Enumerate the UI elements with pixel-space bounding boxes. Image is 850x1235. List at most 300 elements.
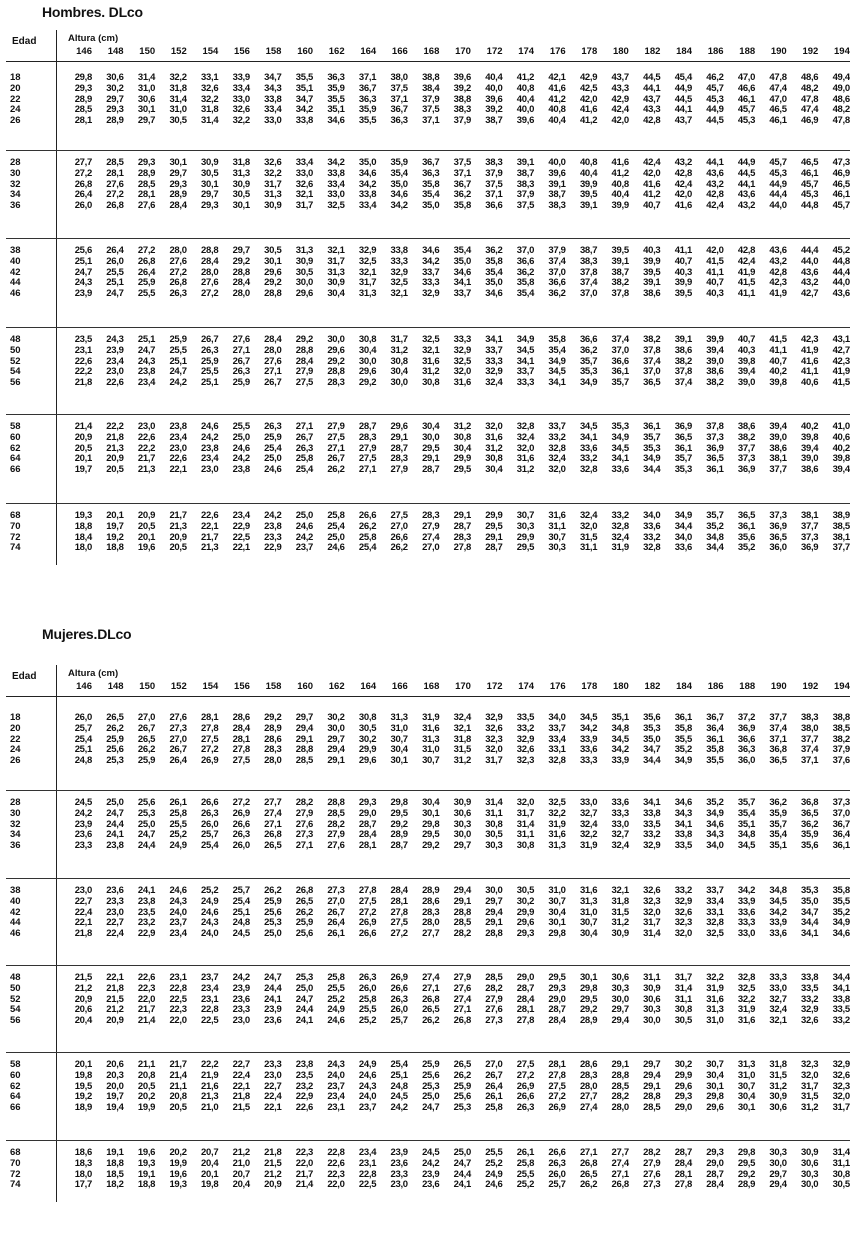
value-cell: 26,1 xyxy=(327,928,345,940)
value-cells xyxy=(62,168,850,179)
value-cell: 24,6 xyxy=(358,1069,377,1081)
value-cell: 40,2 xyxy=(832,442,850,454)
value-cell: 34,0 xyxy=(548,712,566,723)
value-cell: 37,6 xyxy=(832,755,850,767)
value-cell: 31,2 xyxy=(422,366,440,378)
value-cell: 28,8 xyxy=(611,1069,629,1081)
table-row xyxy=(6,1070,850,1081)
table-row xyxy=(6,928,850,939)
value-cell: 32,7 xyxy=(579,807,598,819)
value-cell: 25,5 xyxy=(106,266,124,278)
value-cell: 45,7 xyxy=(706,82,724,94)
value-cell: 22,8 xyxy=(327,1147,345,1158)
value-cell: 32,9 xyxy=(390,266,408,278)
value-cell: 32,6 xyxy=(264,157,282,168)
value-cell: 25,0 xyxy=(264,928,282,940)
value-cell: 30,0 xyxy=(327,722,345,734)
table-row xyxy=(6,885,850,896)
table-row xyxy=(6,797,850,808)
value-cell: 33,0 xyxy=(737,928,756,940)
value-cell: 32,9 xyxy=(485,366,503,378)
table-row xyxy=(6,994,850,1005)
value-cell: 33,3 xyxy=(769,972,787,983)
value-cell: 38,1 xyxy=(832,531,850,543)
value-cell: 37,5 xyxy=(485,178,503,190)
age-cell: 54 xyxy=(10,366,21,378)
value-cell: 33,6 xyxy=(674,542,692,554)
value-cells xyxy=(62,1147,850,1158)
value-cell: 25,5 xyxy=(169,344,187,356)
dlco-table xyxy=(6,30,850,600)
value-cell: 28,2 xyxy=(327,818,345,830)
value-cell: 44,1 xyxy=(737,178,756,190)
value-cell: 35,1 xyxy=(327,104,345,116)
value-cell: 30,7 xyxy=(390,733,408,745)
value-cell: 19,3 xyxy=(137,1157,156,1169)
value-cell: 38,7 xyxy=(611,266,629,278)
value-cell: 38,6 xyxy=(769,442,787,454)
value-cell: 27,2 xyxy=(169,266,187,278)
age-cell: 46 xyxy=(10,288,21,300)
value-cell: 21,2 xyxy=(74,982,92,994)
value-cell: 29,5 xyxy=(516,542,535,554)
value-cell: 37,1 xyxy=(422,115,440,127)
value-cell: 35,4 xyxy=(737,807,756,819)
value-cell: 26,7 xyxy=(295,431,314,443)
table-row xyxy=(6,734,850,745)
value-cell: 31,1 xyxy=(548,520,566,532)
value-cell: 43,1 xyxy=(832,334,850,345)
value-cell: 27,9 xyxy=(390,464,408,476)
value-cell: 22,6 xyxy=(169,453,187,465)
value-cell: 29,0 xyxy=(674,1102,692,1114)
value-cell: 35,2 xyxy=(674,744,692,756)
value-cell: 25,1 xyxy=(169,355,187,367)
table-row xyxy=(6,1004,850,1015)
value-cell: 30,7 xyxy=(548,531,566,543)
value-cell: 32,5 xyxy=(358,255,377,267)
value-cell: 33,8 xyxy=(801,972,819,983)
value-cell: 24,2 xyxy=(232,972,250,983)
value-cells xyxy=(62,421,850,432)
value-cell: 35,8 xyxy=(422,178,440,190)
value-cell: 27,6 xyxy=(169,712,187,723)
value-cell: 36,5 xyxy=(769,531,787,543)
value-cell: 39,8 xyxy=(832,453,850,465)
value-cell: 32,0 xyxy=(485,744,503,756)
value-cell: 27,8 xyxy=(516,1015,535,1027)
value-cell: 37,8 xyxy=(706,421,724,432)
value-cell: 32,6 xyxy=(832,1069,850,1081)
value-cell: 38,6 xyxy=(706,366,724,378)
value-cell: 23,4 xyxy=(201,982,219,994)
value-cell: 23,6 xyxy=(74,829,92,841)
value-cell: 30,3 xyxy=(516,520,535,532)
value-cell: 28,4 xyxy=(674,1157,692,1169)
value-cell: 28,5 xyxy=(453,917,471,929)
value-cell: 31,0 xyxy=(390,722,408,734)
value-cell: 31,7 xyxy=(832,1102,850,1114)
value-cell: 20,9 xyxy=(169,531,187,543)
value-cell: 27,1 xyxy=(453,1004,471,1016)
value-cell: 33,9 xyxy=(579,733,598,745)
value-cell: 24,9 xyxy=(485,1168,503,1180)
height-header: 188 xyxy=(739,46,756,57)
value-cell: 26,9 xyxy=(390,972,408,983)
value-cell: 18,4 xyxy=(74,531,92,543)
value-cell: 26,5 xyxy=(264,840,282,852)
value-cell: 36,5 xyxy=(674,431,692,443)
height-header: 158 xyxy=(265,681,282,692)
value-cell: 35,0 xyxy=(643,733,661,745)
value-cell: 26,0 xyxy=(74,712,92,723)
age-cell: 34 xyxy=(10,189,21,201)
age-cell: 72 xyxy=(10,1168,21,1180)
value-cell: 30,9 xyxy=(611,928,629,940)
value-cell: 32,6 xyxy=(201,82,219,94)
value-cell: 43,2 xyxy=(801,277,819,289)
value-cell: 30,2 xyxy=(358,733,377,745)
value-cell: 44,0 xyxy=(832,277,850,289)
value-cell: 33,5 xyxy=(516,712,535,723)
value-cell: 42,8 xyxy=(737,245,756,256)
value-cell: 35,7 xyxy=(643,431,661,443)
value-cell: 26,6 xyxy=(390,982,408,994)
value-cell: 27,6 xyxy=(201,277,219,289)
value-cell: 27,6 xyxy=(485,1004,503,1016)
height-header: 190 xyxy=(770,46,787,57)
value-cell: 36,9 xyxy=(737,722,756,734)
value-cell: 29,7 xyxy=(485,895,503,907)
value-cells xyxy=(62,896,850,907)
value-cell: 35,8 xyxy=(832,885,850,896)
height-header: 148 xyxy=(107,46,124,57)
value-cell: 27,9 xyxy=(422,520,440,532)
value-cell: 28,8 xyxy=(453,906,471,918)
value-cell: 35,4 xyxy=(548,344,566,356)
value-cell: 28,3 xyxy=(422,510,440,521)
value-cell: 30,3 xyxy=(611,982,629,994)
value-cell: 30,4 xyxy=(706,1069,724,1081)
value-cell: 20,5 xyxy=(106,464,124,476)
value-cell: 31,3 xyxy=(295,245,314,256)
value-cell: 33,3 xyxy=(737,917,756,929)
height-header: 152 xyxy=(170,46,187,57)
value-cell: 33,3 xyxy=(579,755,598,767)
value-cell: 28,1 xyxy=(232,733,250,745)
value-cell: 30,7 xyxy=(422,755,440,767)
value-cell: 25,5 xyxy=(516,1168,535,1180)
value-cell: 43,7 xyxy=(674,115,692,127)
table-row xyxy=(6,917,850,928)
value-cell: 30,8 xyxy=(674,1004,692,1016)
value-cell: 27,2 xyxy=(516,1069,535,1081)
value-cell: 23,9 xyxy=(390,1147,408,1158)
value-cell: 40,8 xyxy=(516,82,535,94)
value-cell: 18,8 xyxy=(137,1179,156,1191)
value-cell: 33,2 xyxy=(643,531,661,543)
value-cell: 46,5 xyxy=(832,178,850,190)
value-cell: 33,1 xyxy=(548,744,566,756)
value-cell: 30,0 xyxy=(422,431,440,443)
group-divider xyxy=(6,327,850,328)
value-cell: 49,0 xyxy=(832,82,850,94)
value-cell: 31,3 xyxy=(422,733,440,745)
value-cell: 34,5 xyxy=(611,733,629,745)
value-cell: 32,9 xyxy=(516,733,535,745)
value-cell: 31,4 xyxy=(832,1147,850,1158)
age-cell: 44 xyxy=(10,277,21,289)
value-cell: 22,8 xyxy=(201,1004,219,1016)
value-cell: 24,4 xyxy=(295,1004,314,1016)
value-cell: 33,6 xyxy=(579,744,598,756)
value-cell: 21,8 xyxy=(74,928,92,940)
value-cell: 46,1 xyxy=(801,167,819,179)
age-cell: 52 xyxy=(10,355,21,367)
value-cell: 23,3 xyxy=(74,840,92,852)
value-cell: 30,1 xyxy=(137,104,156,116)
value-cell: 30,7 xyxy=(548,895,566,907)
value-cells xyxy=(62,983,850,994)
value-cell: 30,1 xyxy=(422,807,440,819)
age-cell: 66 xyxy=(10,1102,21,1114)
value-cell: 21,4 xyxy=(74,421,92,432)
height-header: 174 xyxy=(518,46,535,57)
value-cell: 26,4 xyxy=(137,266,156,278)
height-header: 192 xyxy=(802,46,819,57)
value-cell: 24,7 xyxy=(169,366,187,378)
value-cells xyxy=(62,1015,850,1026)
value-cell: 26,0 xyxy=(358,982,377,994)
value-cell: 35,2 xyxy=(737,542,756,554)
value-cell: 23,3 xyxy=(390,1168,408,1180)
value-cell: 37,4 xyxy=(769,722,787,734)
value-cell: 22,0 xyxy=(169,1015,187,1027)
value-cell: 38,0 xyxy=(390,72,408,83)
value-cell: 39,6 xyxy=(548,167,566,179)
value-cell: 37,3 xyxy=(706,431,724,443)
value-cell: 23,0 xyxy=(264,1069,282,1081)
value-cell: 23,3 xyxy=(106,895,124,907)
value-cell: 36,6 xyxy=(579,334,598,345)
column-header-edad: Edad xyxy=(12,671,37,682)
value-cell: 39,4 xyxy=(801,442,819,454)
value-cell: 34,9 xyxy=(548,355,566,367)
group-divider xyxy=(6,1052,850,1053)
age-cell: 36 xyxy=(10,200,21,212)
value-cell: 25,9 xyxy=(201,355,219,367)
age-cell: 44 xyxy=(10,917,21,929)
value-cells xyxy=(62,744,850,755)
value-cell: 26,6 xyxy=(201,797,219,808)
value-cell: 26,4 xyxy=(106,245,124,256)
age-cell: 20 xyxy=(10,82,21,94)
value-cells xyxy=(62,808,850,819)
value-cell: 25,9 xyxy=(106,733,124,745)
value-cell: 22,6 xyxy=(106,377,124,389)
value-cell: 29,2 xyxy=(358,377,377,389)
value-cell: 22,9 xyxy=(232,520,250,532)
age-cell: 58 xyxy=(10,421,21,432)
value-cell: 24,4 xyxy=(453,1168,471,1180)
value-cell: 24,6 xyxy=(169,885,187,896)
value-cell: 30,2 xyxy=(327,712,345,723)
value-cell: 23,1 xyxy=(169,972,187,983)
value-cell: 29,2 xyxy=(295,334,314,345)
value-cell: 20,9 xyxy=(264,1179,282,1191)
value-cell: 30,5 xyxy=(201,167,219,179)
value-cell: 25,8 xyxy=(358,531,377,543)
value-cell: 28,1 xyxy=(390,895,408,907)
age-cell: 62 xyxy=(10,442,21,454)
value-cell: 35,3 xyxy=(579,366,598,378)
value-cell: 30,4 xyxy=(390,744,408,756)
value-cell: 34,6 xyxy=(706,818,724,830)
value-cell: 29,8 xyxy=(390,797,408,808)
height-header: 178 xyxy=(581,681,598,692)
value-cell: 25,4 xyxy=(264,442,282,454)
table-row xyxy=(6,256,850,267)
value-cells xyxy=(62,1169,850,1180)
value-cell: 35,3 xyxy=(611,421,629,432)
value-cell: 24,6 xyxy=(264,464,282,476)
value-cell: 26,7 xyxy=(327,906,345,918)
value-cell: 38,8 xyxy=(453,93,471,105)
value-cell: 37,9 xyxy=(832,744,850,756)
value-cell: 32,4 xyxy=(516,431,535,443)
value-cell: 32,4 xyxy=(453,712,471,723)
value-cell: 37,9 xyxy=(485,167,503,179)
value-cell: 33,6 xyxy=(643,520,661,532)
value-cell: 28,0 xyxy=(264,344,282,356)
age-cell: 42 xyxy=(10,266,21,278)
value-cell: 33,5 xyxy=(643,818,661,830)
value-cell: 22,2 xyxy=(74,366,92,378)
value-cell: 29,0 xyxy=(358,807,377,819)
value-cell: 36,6 xyxy=(485,200,503,212)
value-cell: 32,0 xyxy=(579,520,598,532)
value-cell: 28,3 xyxy=(358,431,377,443)
value-cell: 30,9 xyxy=(769,1091,787,1103)
value-cell: 33,4 xyxy=(358,200,377,212)
value-cell: 43,6 xyxy=(801,266,819,278)
value-cell: 36,0 xyxy=(737,755,756,767)
value-cell: 31,5 xyxy=(453,744,471,756)
value-cell: 28,8 xyxy=(327,797,345,808)
value-cell: 23,6 xyxy=(422,1179,440,1191)
value-cell: 48,2 xyxy=(832,104,850,116)
value-cell: 24,7 xyxy=(264,972,282,983)
value-cell: 28,9 xyxy=(169,189,187,201)
value-cell: 30,1 xyxy=(264,255,282,267)
value-cell: 21,3 xyxy=(137,464,156,476)
height-header: 164 xyxy=(360,46,377,57)
value-cell: 25,3 xyxy=(137,807,156,819)
value-cell: 37,3 xyxy=(769,510,787,521)
value-cell: 23,0 xyxy=(74,885,92,896)
value-cell: 37,5 xyxy=(516,200,535,212)
value-cell: 24,7 xyxy=(106,807,124,819)
table-row xyxy=(6,972,850,983)
value-cell: 25,0 xyxy=(453,1147,471,1158)
value-cell: 28,4 xyxy=(390,885,408,896)
value-cell: 31,7 xyxy=(358,277,377,289)
value-cell: 22,8 xyxy=(358,1168,377,1180)
value-cell: 40,2 xyxy=(801,421,819,432)
value-cell: 35,3 xyxy=(643,442,661,454)
value-cell: 35,8 xyxy=(674,722,692,734)
value-cell: 42,0 xyxy=(579,93,598,105)
value-cell: 25,0 xyxy=(295,510,314,521)
value-cell: 29,0 xyxy=(548,993,566,1005)
value-cell: 31,2 xyxy=(453,755,471,767)
table-row xyxy=(6,819,850,830)
value-cell: 41,5 xyxy=(737,277,756,289)
age-cell: 56 xyxy=(10,1015,21,1027)
value-cells xyxy=(62,443,850,454)
value-cell: 36,9 xyxy=(801,542,819,554)
value-cell: 26,4 xyxy=(74,189,92,201)
value-cell: 22,4 xyxy=(106,928,124,940)
value-cell: 26,8 xyxy=(264,829,282,841)
value-cell: 32,0 xyxy=(516,442,535,454)
value-cell: 28,7 xyxy=(390,840,408,852)
value-cell: 28,8 xyxy=(295,344,314,356)
age-cell: 28 xyxy=(10,157,21,168)
value-cell: 36,3 xyxy=(422,167,440,179)
value-cell: 34,3 xyxy=(706,829,724,841)
value-cell: 28,7 xyxy=(422,464,440,476)
value-cell: 34,2 xyxy=(737,885,756,896)
value-cell: 30,8 xyxy=(422,377,440,389)
value-cell: 28,8 xyxy=(232,266,250,278)
value-cell: 28,9 xyxy=(137,167,156,179)
value-cell: 27,5 xyxy=(358,453,377,465)
value-cell: 22,6 xyxy=(327,1157,345,1169)
value-cell: 30,4 xyxy=(422,797,440,808)
value-cell: 39,1 xyxy=(516,157,535,168)
value-cell: 19,7 xyxy=(106,520,124,532)
value-cell: 29,8 xyxy=(422,818,440,830)
value-cell: 28,2 xyxy=(643,1147,661,1158)
value-cell: 26,8 xyxy=(106,200,124,212)
value-cell: 34,4 xyxy=(706,542,724,554)
value-cell: 23,0 xyxy=(169,442,187,454)
value-cell: 45,3 xyxy=(801,189,819,201)
value-cell: 28,0 xyxy=(264,755,282,767)
value-cell: 21,7 xyxy=(169,1059,187,1070)
value-cell: 45,3 xyxy=(769,167,787,179)
value-cell: 22,0 xyxy=(295,1157,314,1169)
value-cell: 29,7 xyxy=(295,712,314,723)
value-cell: 35,8 xyxy=(548,334,566,345)
value-cell: 37,8 xyxy=(674,366,692,378)
value-cell: 44,8 xyxy=(801,200,819,212)
value-cell: 29,2 xyxy=(737,1168,756,1180)
value-cell: 34,8 xyxy=(611,722,629,734)
value-cell: 25,3 xyxy=(422,1080,440,1092)
table-row xyxy=(6,179,850,190)
value-cell: 44,4 xyxy=(832,266,850,278)
value-cell: 32,1 xyxy=(295,189,314,201)
value-cell: 30,8 xyxy=(358,334,377,345)
value-cell: 30,3 xyxy=(769,1147,787,1158)
value-cell: 27,3 xyxy=(327,885,345,896)
group-divider xyxy=(6,878,850,879)
value-cell: 33,0 xyxy=(232,93,250,105)
value-cell: 32,2 xyxy=(169,72,187,83)
value-cell: 32,2 xyxy=(548,807,566,819)
